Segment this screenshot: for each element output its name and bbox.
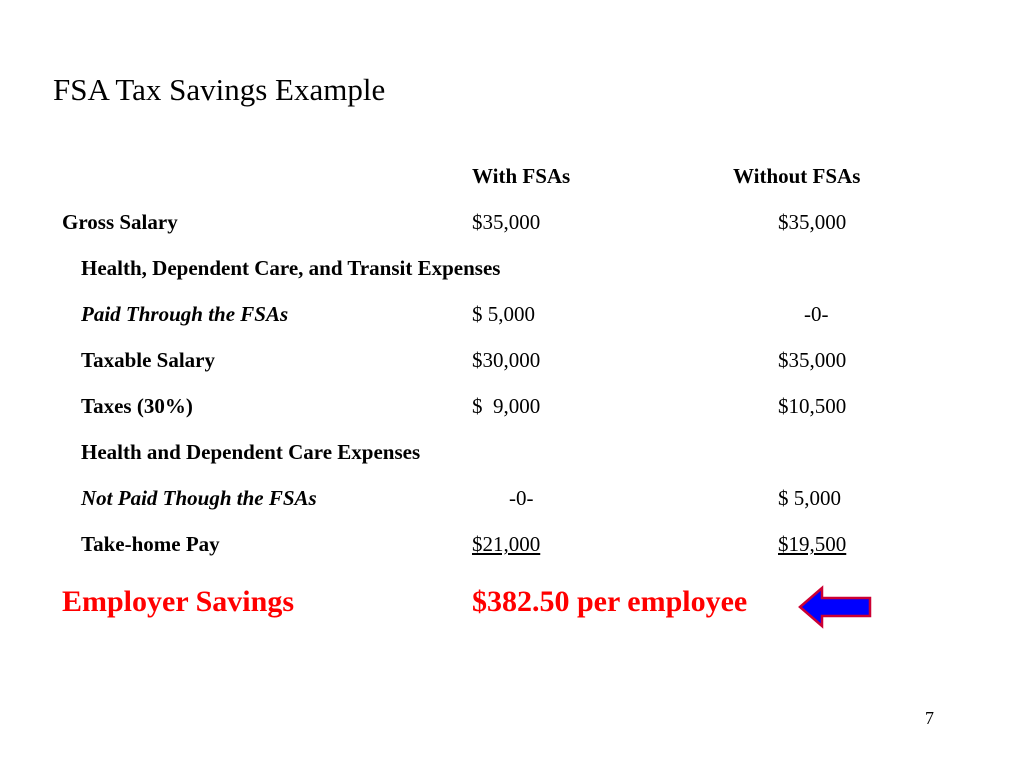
- cell-gross-salary-with: $35,000: [472, 210, 541, 234]
- row-label-health-transit-expenses: Health, Dependent Care, and Transit Expenses: [81, 256, 501, 280]
- slide-title: FSA Tax Savings Example: [53, 72, 386, 107]
- cell-not-paid-with: -0-: [509, 486, 534, 510]
- employer-savings-value: $382.50 per employee: [472, 585, 748, 618]
- row-label-take-home-pay: Take-home Pay: [81, 532, 220, 556]
- cell-paid-through-with: $ 5,000: [472, 302, 535, 326]
- row-label-taxes: Taxes (30%): [81, 394, 193, 418]
- column-header-with-fsas: With FSAs: [472, 164, 571, 188]
- row-label-not-paid-through-fsas: Not Paid Though the FSAs: [81, 486, 317, 510]
- row-label-gross-salary: Gross Salary: [62, 210, 178, 234]
- cell-paid-through-without: -0-: [804, 302, 829, 326]
- left-arrow-icon: [798, 585, 872, 629]
- page-number: 7: [925, 708, 934, 728]
- cell-take-home-with: $21,000: [472, 532, 541, 556]
- cell-taxes-with: $ 9,000: [472, 394, 541, 418]
- cell-gross-salary-without: $35,000: [778, 210, 847, 234]
- column-header-without-fsas: Without FSAs: [733, 164, 861, 188]
- employer-savings-label: Employer Savings: [62, 585, 294, 618]
- cell-take-home-without: $19,500: [778, 532, 847, 556]
- row-label-health-dependent-expenses: Health and Dependent Care Expenses: [81, 440, 421, 464]
- row-label-taxable-salary: Taxable Salary: [81, 348, 215, 372]
- cell-not-paid-without: $ 5,000: [778, 486, 841, 510]
- cell-taxable-salary-without: $35,000: [778, 348, 847, 372]
- cell-taxable-salary-with: $30,000: [472, 348, 541, 372]
- row-label-paid-through-fsas: Paid Through the FSAs: [81, 302, 289, 326]
- cell-taxes-without: $10,500: [778, 394, 847, 418]
